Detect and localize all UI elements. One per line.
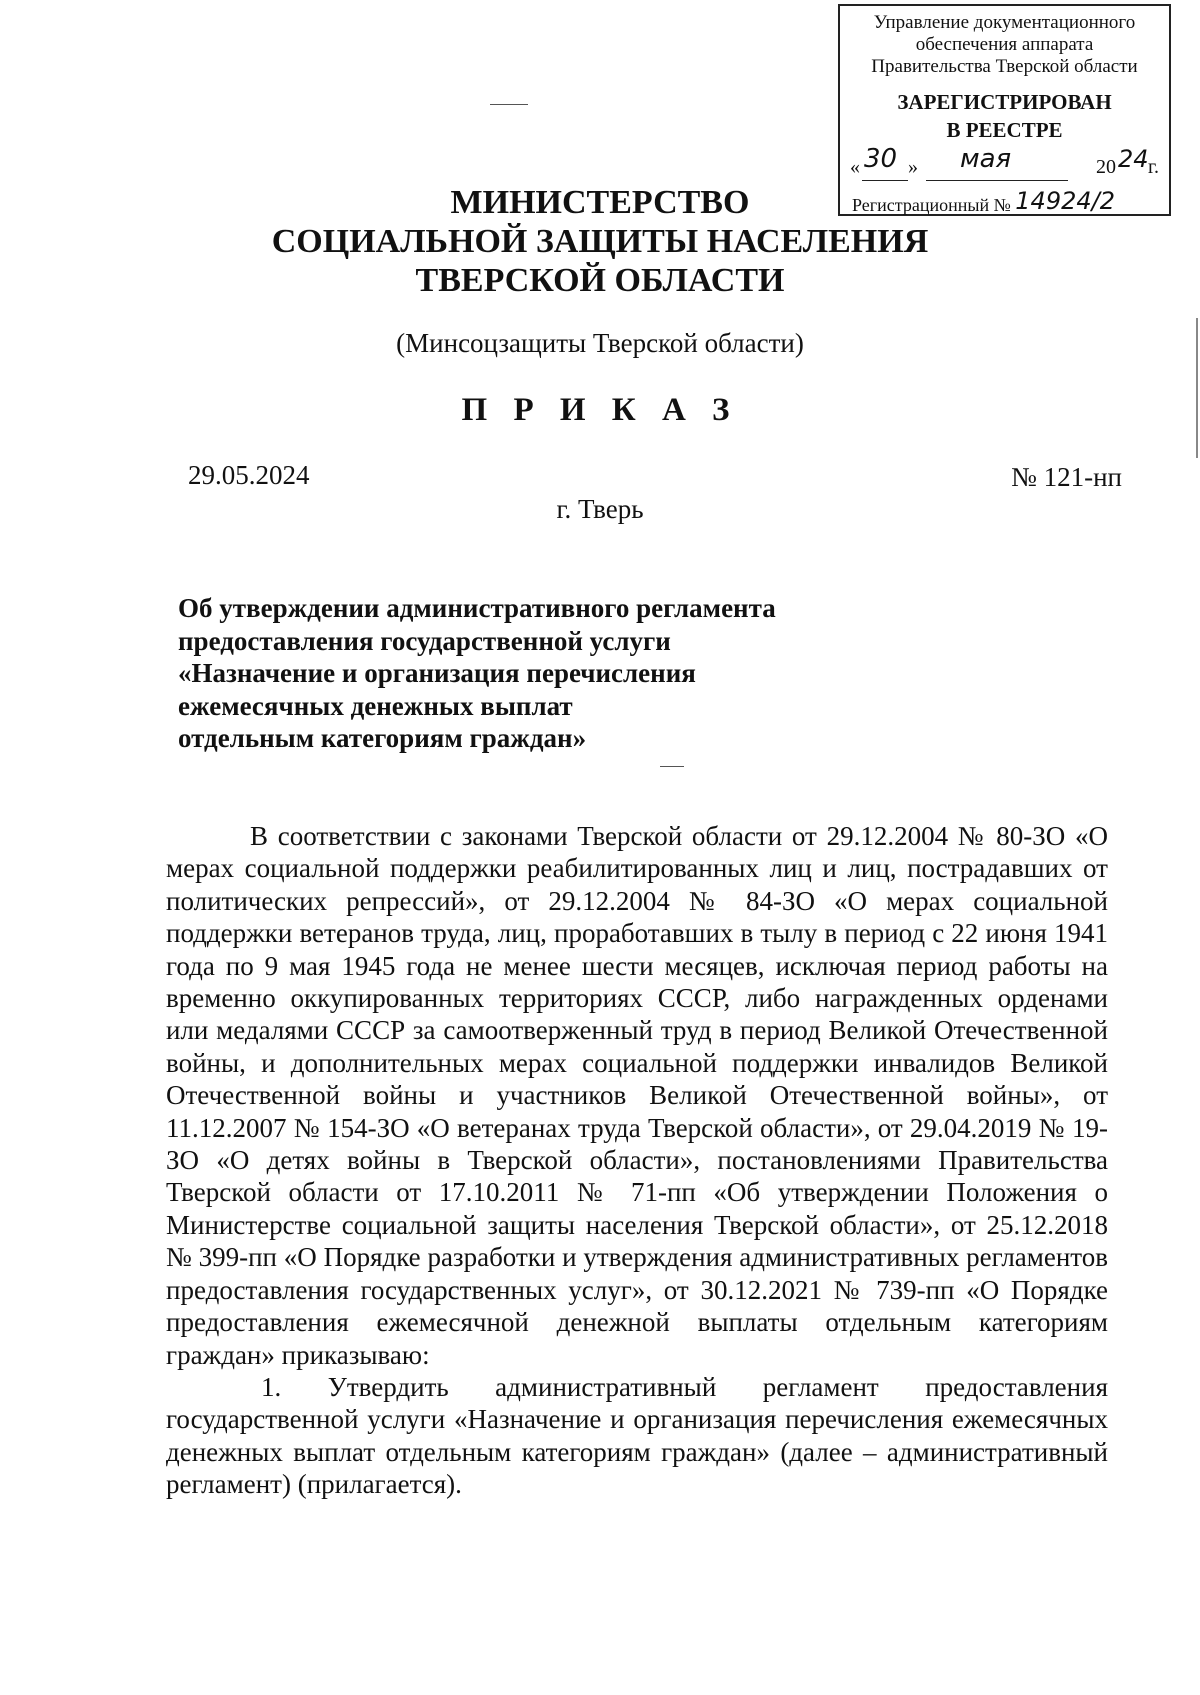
- stamp-year-prefix: 20: [1096, 156, 1116, 178]
- stamp-year-unit: г.: [1148, 156, 1159, 178]
- preamble-paragraph: В соответствии с законами Тверской области от 29.12.2004 № 80-ЗО «О мерах социальной поддержки реабилитированных лиц и лиц, пострадавших от политических репрессий», от 29.12.2004 № 84-ЗО «О мерах социальной поддержки ветеранов труда, лиц, проработавших в тылу в период с 22 июня 1941 года по 9 мая 1945 года не менее шести месяцев, исключая период работы на временно оккупированных территориях СССР, либо награжденных орденами или медалями СССР за самоотверженный труд в период Великой Отечественной войны, и дополнительных мерах социальной поддержки инвалидов Великой Отечественной войны и участников Великой Отечественной войны», от 11.12.2007 № 154-ЗО «О ветеранах труда Тверской области», от 29.04.2019 № 19-ЗО «О детях войны в Тверской области», постановлениями Правительства Тверской области от 17.10.2011 № 71-пп «Об утверждении Положения о Министерстве социальной защиты населения Тверской области», от 25.12.2018 № 399-пп «О Порядке разработки и утверждения административных регламентов предоставления государственных услуг», от 30.12.2021 № 739-пп «О Порядке предоставления ежемесячной денежной выплаты отдельным категориям граждан» приказываю:: [166, 821, 1108, 1370]
- stamp-org-line-2: обеспечения аппарата: [915, 34, 1094, 55]
- stamp-status-line-1: ЗАРЕГИСТРИРОВАН: [897, 90, 1112, 114]
- stamp-year-handwritten: 24: [1118, 145, 1149, 173]
- ministry-abbreviation: (Минсоцзащиты Тверской области): [396, 328, 804, 358]
- order-item-1: 1. Утвердить административный регламент предоставления государственной услуги «Назначение и организация перечисления ежемесячных денежных выплат отдельным категориям граждан» (далее – административный регламент) (прилагается).: [166, 1371, 1108, 1500]
- stamp-month-underline: [926, 180, 1068, 181]
- stamp-quote-close: »: [908, 156, 918, 178]
- stamp-org-line-3: Правительства Тверской области: [871, 56, 1138, 77]
- stamp-regno-label: Регистрационный №: [852, 195, 1011, 215]
- stamp-month-handwritten: мая: [960, 144, 1012, 174]
- document-subject: [178, 592, 878, 755]
- document-type-title: П Р И К А З: [461, 392, 739, 428]
- ministry-name-line-3: ТВЕРСКОЙ ОБЛАСТИ: [415, 262, 785, 299]
- document-number: № 121-нп: [1011, 462, 1122, 492]
- stamp-day-handwritten: 30: [864, 144, 898, 174]
- stamp-quote-open: «: [850, 156, 860, 178]
- document-body: [166, 820, 1108, 1501]
- stamp-regno-handwritten: 14924/2: [1015, 187, 1115, 215]
- ministry-name-line-1: МИНИСТЕРСТВО: [450, 184, 750, 221]
- scan-speck: [490, 104, 528, 105]
- stamp-day-underline: [862, 180, 908, 181]
- scan-speck: [660, 766, 684, 767]
- stamp-date: [850, 144, 1165, 184]
- subject-line-4: ежемесячных денежных выплат: [178, 690, 573, 721]
- ministry-name-line-2: СОЦИАЛЬНОЙ ЗАЩИТЫ НАСЕЛЕНИЯ: [271, 223, 929, 260]
- subject-line-1: Об утверждении административного регламента: [178, 593, 776, 623]
- subject-line-3: «Назначение и организация перечисления: [178, 658, 696, 688]
- subject-line-5: отдельным категориям граждан»: [178, 723, 587, 753]
- subject-line-2: предоставления государственной услуги: [178, 625, 671, 656]
- scan-edge-mark: [1196, 318, 1198, 458]
- stamp-status-line-2: В РЕЕСТРЕ: [946, 118, 1063, 142]
- stamp-organization: [840, 12, 1169, 78]
- stamp-org-line-1: Управление документационного: [873, 12, 1136, 33]
- stamp-status: [840, 88, 1169, 144]
- document-city: г. Тверь: [556, 494, 644, 524]
- document-date: 29.05.2024: [188, 460, 310, 490]
